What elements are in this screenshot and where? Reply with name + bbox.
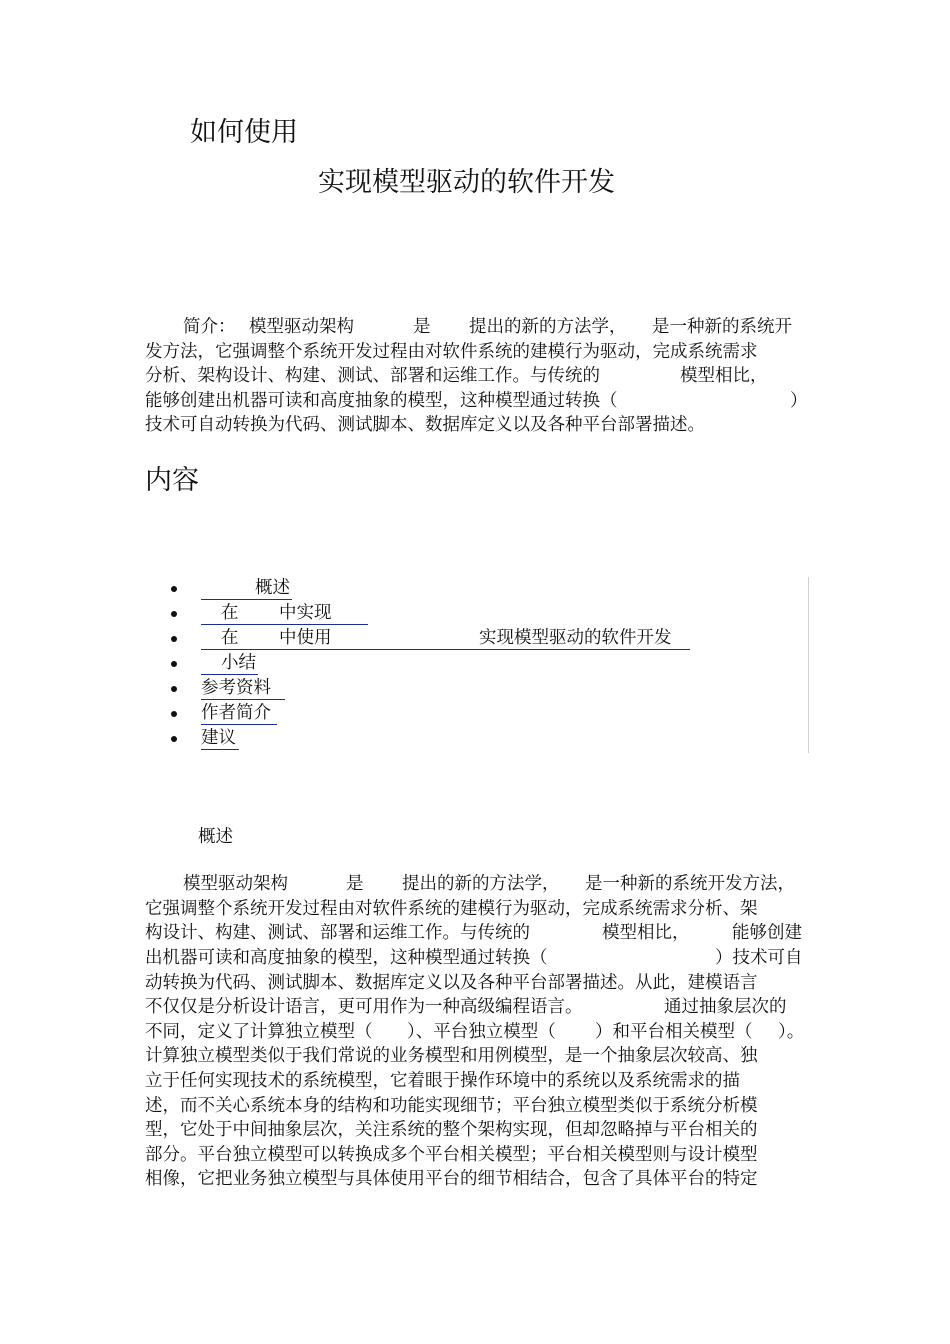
title-line-1: 如何使用 xyxy=(190,117,298,148)
overview-fragment: 不同，定义了计算独立模型（ xyxy=(145,1022,373,1042)
intro-fragment: 能够创建出机器可读和高度抽象的模型，这种模型通过转换（ xyxy=(145,391,618,411)
overview-fragment: ）技术可自 xyxy=(715,948,803,968)
overview-fragment: 不仅仅是分析设计语言，更可用作为一种高级编程语言。 xyxy=(145,997,583,1017)
intro-line-5 xyxy=(145,411,705,436)
toc-link-text: 在 xyxy=(221,628,239,648)
toc-link-suggestions[interactable] xyxy=(201,727,239,750)
intro-fragment: 模型相比， xyxy=(680,366,768,386)
overview-fragment: 它强调整个系统开发过程由对软件系统的建模行为驱动，完成系统需求分析、架 xyxy=(145,899,758,919)
overview-fragment: 通过抽象层次的 xyxy=(664,997,787,1017)
overview-line xyxy=(145,1165,758,1190)
intro-fragment: 提出的新的方法学， xyxy=(469,317,627,337)
overview-fragment: ）和平台相关模型（ xyxy=(595,1022,753,1042)
overview-line xyxy=(145,1042,758,1067)
toc-link-text: 在 xyxy=(221,603,239,623)
intro-fragment: 发方法，它强调整个系统开发过程由对软件系统的建模行为驱动，完成系统需求 xyxy=(145,342,758,362)
intro-fragment: 分析、架构设计、构建、测试、部署和运维工作。与传统的 xyxy=(145,366,600,386)
toc-link-text: 作者简介 xyxy=(201,703,271,723)
title-line-2: 实现模型驱动的软件开发 xyxy=(318,167,615,198)
overview-fragment: 型，它处于中间抽象层次，关注系统的整个架构实现，但却忽略掉与平台相关的 xyxy=(145,1120,758,1140)
toc-link-overview[interactable] xyxy=(201,577,292,600)
intro-fragment: 是 xyxy=(413,317,431,337)
overview-fragment: 计算独立模型类似于我们常说的业务模型和用例模型，是一个抽象层次较高、独 xyxy=(145,1046,758,1066)
overview-line xyxy=(145,1116,758,1141)
bullet-icon xyxy=(171,636,177,642)
overview-fragment: 立于任何实现技术的系统模型，它着眼于操作环境中的系统以及系统需求的描 xyxy=(145,1071,740,1091)
intro-fragment: 技术可自动转换为代码、测试脚本、数据库定义以及各种平台部署描述。 xyxy=(145,415,705,435)
table-of-contents xyxy=(165,577,809,753)
intro-fragment: ） xyxy=(790,391,808,411)
bullet-icon xyxy=(171,611,177,617)
bullet-icon xyxy=(171,686,177,692)
bullet-icon xyxy=(171,586,177,592)
toc-link-summary[interactable] xyxy=(201,652,258,675)
overview-fragment: 述，而不关心系统本身的结构和功能实现细节；平台独立模型类似于系统分析模 xyxy=(145,1096,758,1116)
overview-fragment: 相像，它把业务独立模型与具体使用平台的细节相结合，包含了具体平台的特定 xyxy=(145,1169,758,1189)
overview-fragment: 模型驱动架构 xyxy=(183,874,288,894)
overview-fragment: 能够创建 xyxy=(732,923,802,943)
overview-fragment: 模型相比， xyxy=(602,923,690,943)
toc-link-implement[interactable] xyxy=(201,602,368,625)
overview-line xyxy=(145,895,758,920)
overview-fragment: 出机器可读和高度抽象的模型，这种模型通过转换（ xyxy=(145,948,548,968)
overview-fragment: ）。 xyxy=(778,1022,805,1042)
toc-link-references[interactable] xyxy=(201,677,285,700)
overview-fragment: ）、平台独立模型（ xyxy=(407,1022,556,1042)
overview-fragment: 动转换为代码、测试脚本、数据库定义以及各种平台部署描述。从此，建模语言 xyxy=(145,973,758,993)
toc-link-text: 小结 xyxy=(221,653,256,673)
contents-heading: 内容 xyxy=(145,465,199,496)
overview-fragment: 提出的新的方法学， xyxy=(402,874,560,894)
overview-fragment: 构设计、构建、测试、部署和运维工作。与传统的 xyxy=(145,923,530,943)
toc-link-use[interactable] xyxy=(201,627,690,650)
overview-line xyxy=(145,969,758,994)
overview-line xyxy=(145,1092,758,1117)
toc-link-text: 建议 xyxy=(201,728,236,748)
intro-fragment: 简介： xyxy=(183,317,236,337)
overview-line xyxy=(145,1141,758,1166)
bullet-icon xyxy=(171,661,177,667)
overview-fragment: 是一种新的系统开发方法， xyxy=(585,874,795,894)
toc-link-text: 中使用 xyxy=(279,628,332,648)
toc-link-text: 实现模型驱动的软件开发 xyxy=(479,628,672,648)
overview-fragment: 部分。平台独立模型可以转换成多个平台相关模型；平台相关模型则与设计模型 xyxy=(145,1145,758,1165)
intro-fragment: 是一种新的系统开 xyxy=(652,317,792,337)
bullet-icon xyxy=(171,711,177,717)
toc-link-author[interactable] xyxy=(201,702,277,725)
bullet-icon xyxy=(171,736,177,742)
toc-link-text: 参考资料 xyxy=(201,678,271,698)
intro-fragment: 模型驱动架构 xyxy=(249,317,354,337)
overview-line xyxy=(145,1067,740,1092)
section-title-overview: 概述 xyxy=(198,827,233,847)
overview-fragment: 是 xyxy=(346,874,364,894)
intro-line-2 xyxy=(145,338,758,363)
toc-link-text: 概述 xyxy=(255,578,290,598)
toc-link-text: 中实现 xyxy=(279,603,332,623)
